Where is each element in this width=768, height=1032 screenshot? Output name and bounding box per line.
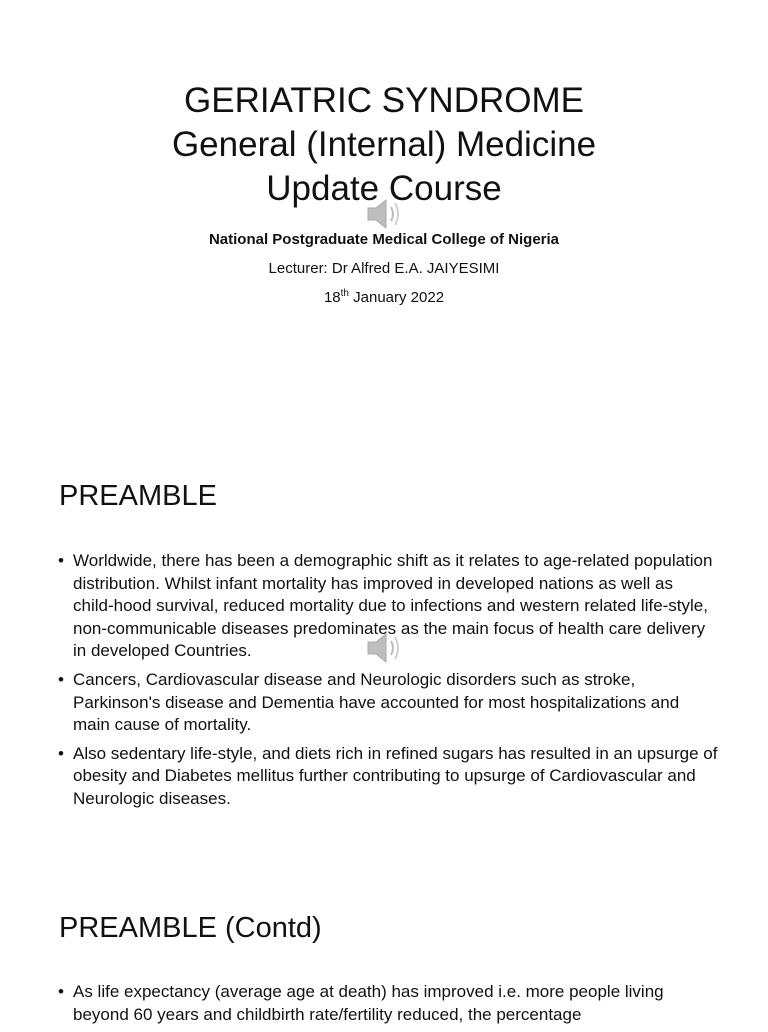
bullet-text: Worldwide, there has been a demographic shift as it relates to age-related population distribution. Whilst infant mortality has improved in developed nations as well as child-hood survival, reduced mortality due to infections and western related life-style, non-communicable diseases predominates as the main focus of health care delivery in developed Countries. <box>73 551 713 661</box>
title-line-3: Update Course <box>266 169 502 208</box>
slide-heading: PREAMBLE <box>59 480 217 512</box>
bullet-marker: • <box>58 982 64 1001</box>
title-slide <box>0 0 768 432</box>
preamble-slide <box>0 432 768 864</box>
slide-title <box>0 79 768 211</box>
slide-subtitle <box>0 225 768 312</box>
list-item <box>58 981 718 1026</box>
speaker-icon[interactable] <box>364 630 404 666</box>
title-line-2: General (Internal) Medicine <box>171 125 597 164</box>
bullet-list <box>58 981 718 1032</box>
lecture-date <box>0 283 768 312</box>
lecturer-name: Lecturer: Dr Alfred E.A. JAIYESIMI <box>268 260 500 277</box>
date-rest: January 2022 <box>348 289 445 306</box>
bullet-marker: • <box>58 743 64 763</box>
bullet-text: Also sedentary life-style, and diets rich in refined sugars has resulted in an upsurge of obesity and Diabetes mellitus further contributing to upsurge of Cardiovascular and Neurologic diseases. <box>73 743 718 808</box>
date-suffix: th <box>340 288 349 299</box>
preamble-contd-slide <box>0 864 768 1024</box>
bullet-list <box>58 550 718 817</box>
bullet-text: Cancers, Cardiovascular disease and Neurologic disorders such as stroke, Parkinson's disease and Dementia have accounted for most hospitalizations and main cause of mortality. <box>73 669 680 735</box>
speaker-icon[interactable] <box>364 196 404 232</box>
bullet-marker: • <box>58 669 64 689</box>
slide-heading: PREAMBLE (Contd) <box>59 912 322 944</box>
bullet-marker: • <box>58 551 64 570</box>
date-day: 18 <box>323 289 341 306</box>
institution-name: National Postgraduate Medical College of Nigeria <box>208 231 560 248</box>
bullet-text: As life expectancy (average age at death) has improved i.e. more people living beyond 60 years and childbirth rate/fertility reduced, the percentage <box>73 982 664 1024</box>
list-item <box>58 669 718 737</box>
list-item <box>58 743 718 811</box>
title-line-1: GERIATRIC SYNDROME <box>184 81 584 120</box>
